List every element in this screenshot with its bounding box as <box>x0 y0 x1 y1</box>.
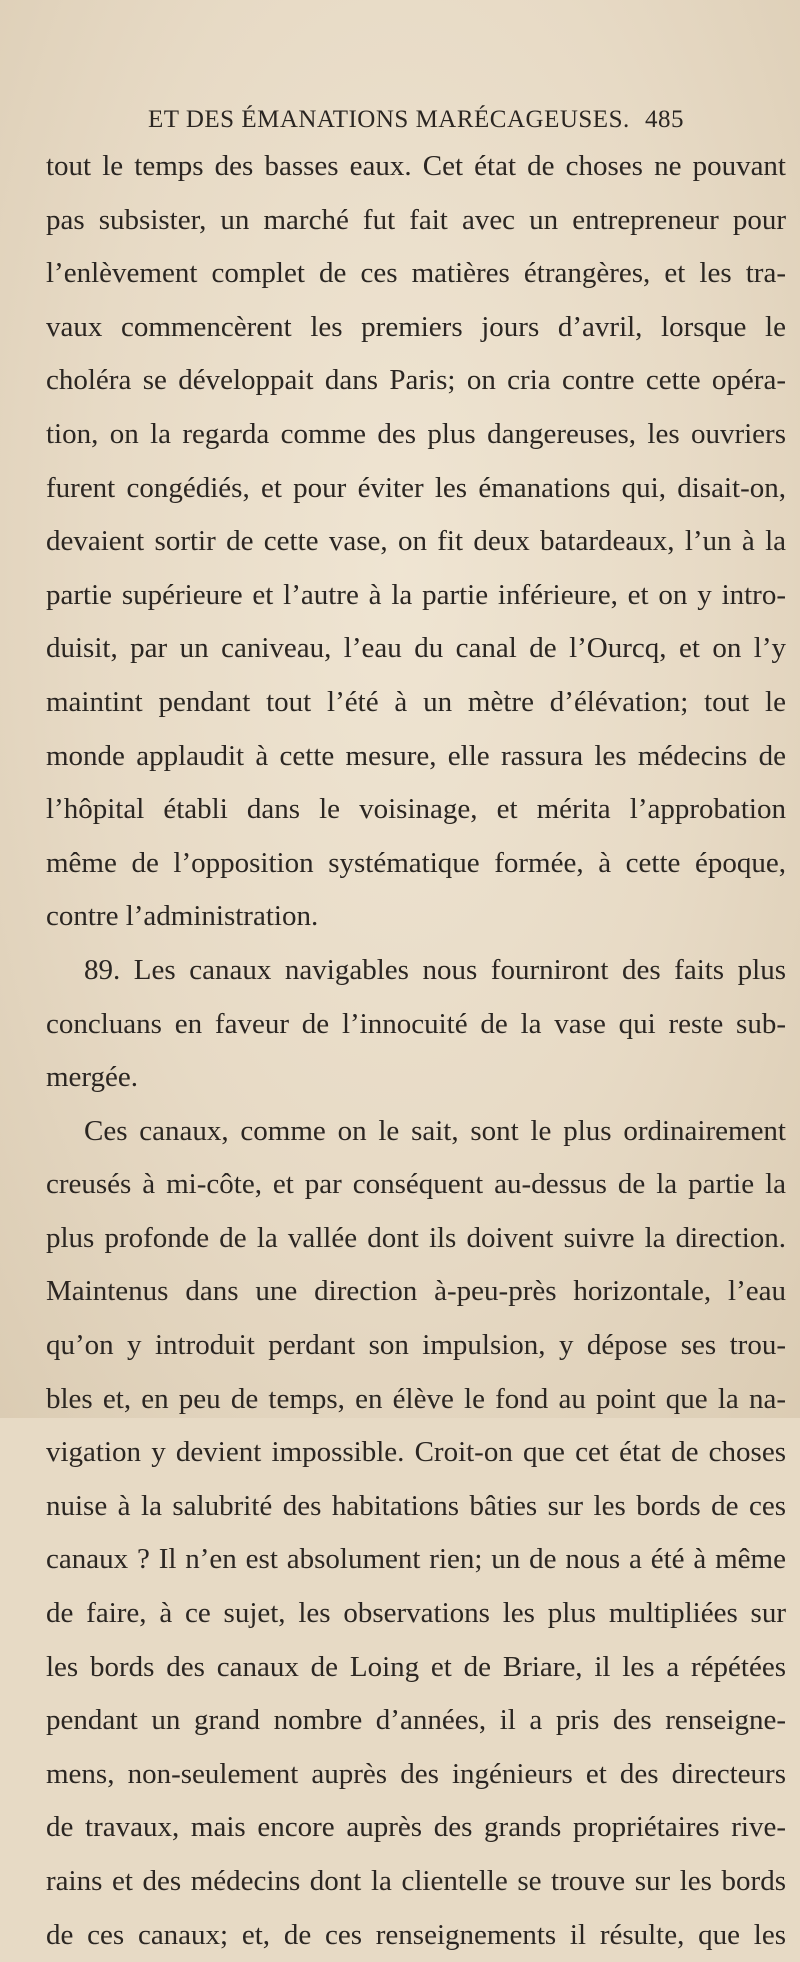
page-number: 485 <box>645 106 684 133</box>
text-line: l’enlèvement complet de ces matières étrangères, et les tra- <box>46 257 786 290</box>
page-header <box>148 106 684 140</box>
text-line: tout le temps des basses eaux. Cet état de choses ne pouvant <box>46 150 786 182</box>
text-line: l’hôpital établi dans le voisinage, et mérita l’approbation <box>46 793 786 826</box>
running-title: ET DES ÉMANATIONS MARÉCAGEUSES. <box>148 106 630 133</box>
text-line: bles et, en peu de temps, en élève le fond au point que la na- <box>46 1382 786 1415</box>
text-line: de faire, à ce sujet, les observations les plus multipliées sur <box>46 1597 786 1630</box>
text-line: choléra se développait dans Paris; on cria contre cette opéra- <box>46 364 786 397</box>
text-line: pendant un grand nombre d’années, il a pris des renseigne- <box>46 1704 786 1737</box>
body-text <box>46 140 786 1962</box>
text-line: partie supérieure et l’autre à la partie inférieure, et on y intro- <box>46 578 786 611</box>
text-line: pas subsister, un marché fut fait avec un entrepreneur pour <box>46 203 786 236</box>
text-line: monde applaudit à cette mesure, elle rassura les médecins de <box>46 739 786 772</box>
text-line: même de l’opposition systématique formée, à cette époque, <box>46 846 786 879</box>
paragraph-start-line: Ces canaux, comme on le sait, sont le plus ordinairement <box>84 1114 786 1147</box>
text-line: creusés à mi-côte, et par conséquent au-dessus de la partie la <box>46 1168 786 1201</box>
text-line: Maintenus dans une direction à-peu-près horizontale, l’eau <box>46 1275 786 1308</box>
text-line: tion, on la regarda comme des plus dangereuses, les ouvriers <box>46 417 786 450</box>
paragraph-end-line: contre l’administration. <box>46 900 319 933</box>
text-line: concluans en faveur de l’innocuité de la vase qui reste sub- <box>46 1007 786 1040</box>
section-heading-line: 89. Les canaux navigables nous fourniront des faits plus <box>84 953 786 986</box>
text-line: nuise à la salubrité des habitations bâties sur les bords de ces <box>46 1489 786 1522</box>
text-line: devaient sortir de cette vase, on fit deux batardeaux, l’un à la <box>46 525 786 558</box>
text-line: vigation y devient impossible. Croit-on que cet état de choses <box>46 1436 786 1469</box>
text-line: duisit, par un caniveau, l’eau du canal de l’Ourcq, et on l’y <box>46 632 786 665</box>
text-line: qu’on y introduit perdant son impulsion, y dépose ses trou- <box>46 1329 786 1362</box>
paragraph-end-line: mergée. <box>46 1061 139 1094</box>
text-line: mens, non-seulement auprès des ingénieurs et des directeurs <box>46 1757 786 1790</box>
text-line: de ces canaux; et, de ces renseignements il résulte, que les <box>46 1918 786 1951</box>
text-line: vaux commencèrent les premiers jours d’avril, lorsque le <box>46 310 786 343</box>
text-line: plus profonde de la vallée dont ils doivent suivre la direction. <box>46 1221 786 1254</box>
text-line: les bords des canaux de Loing et de Briare, il les a répétées <box>46 1650 786 1683</box>
text-line: rains et des médecins dont la clientelle se trouve sur les bords <box>46 1865 786 1897</box>
text-line: canaux ? Il n’en est absolument rien; un de nous a été à même <box>46 1543 786 1576</box>
text-line: maintint pendant tout l’été à un mètre d’élévation; tout le <box>46 685 786 718</box>
text-line: furent congédiés, et pour éviter les émanations qui, disait-on, <box>46 471 786 504</box>
text-line: de travaux, mais encore auprès des grands propriétaires rive- <box>46 1811 786 1844</box>
